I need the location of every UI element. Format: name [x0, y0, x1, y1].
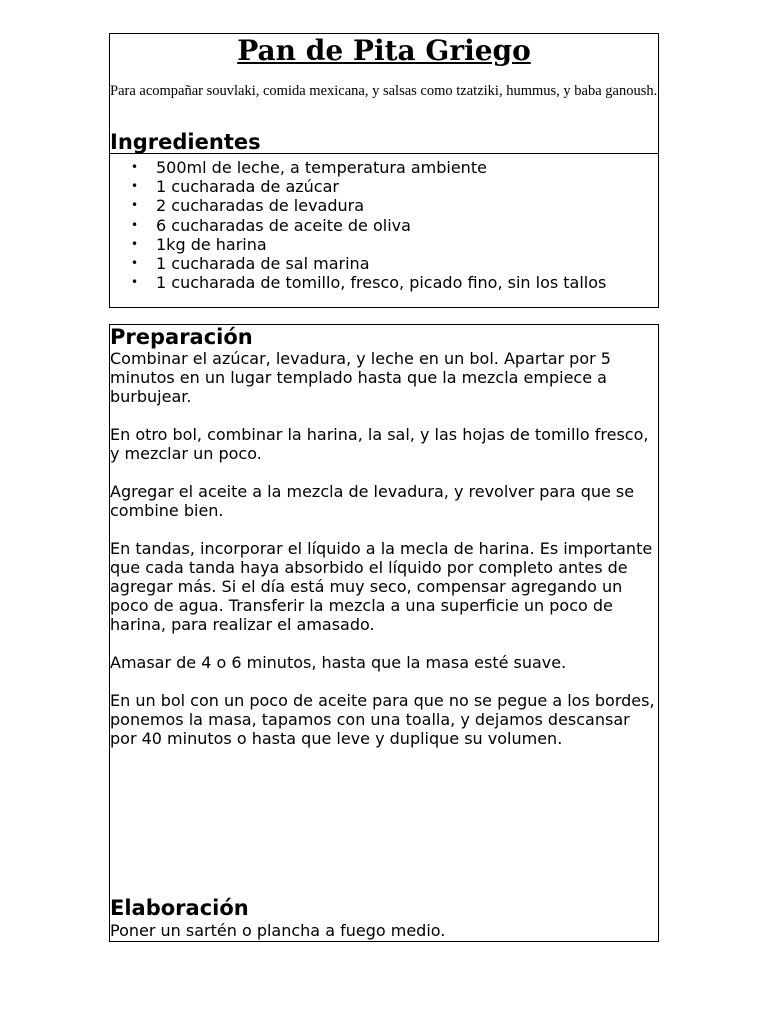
preparacion-paragraph: Amasar de 4 o 6 minutos, hasta que la masa esté suave. [110, 653, 567, 672]
ingredients-list [110, 154, 658, 292]
elaboracion-text: Poner un sartén o plancha a fuego medio. [110, 921, 446, 940]
bullet-icon: • [131, 179, 139, 194]
bullet-icon: • [131, 217, 139, 232]
preparacion-paragraph: Combinar el azúcar, levadura, y leche en un bol. Apartar por 5 minutos en un lugar templado hasta que la mezcla empiece a burbujear. [110, 349, 611, 406]
ingredient-item: • 1kg de harina [131, 234, 267, 254]
recipe-steps-box [109, 324, 659, 942]
preparacion-paragraph: En un bol con un poco de aceite para que no se pegue a los bordes, ponemos la masa, tapamos con una toalla, y dejamos descansar por 40 minutos o hasta que leve y duplique su volumen. [110, 691, 655, 748]
bullet-icon: • [131, 275, 139, 290]
ingredient-item: • 1 cucharada de tomillo, fresco, picado fino, sin los tallos [131, 273, 607, 293]
preparacion-paragraph: Agregar el aceite a la mezcla de levadura, y revolver para que se combine bien. [110, 482, 635, 520]
recipe-header-box [109, 33, 659, 308]
preparacion-paragraph: En tandas, incorporar el líquido a la mecla de harina. Es importante que cada tanda haya absorbido el líquido por completo antes de agregar más. Si el día está muy seco, compensar agregando un poco de agua. Transferir la mezcla a una superficie un poco de harina, para realizar el amasado. [110, 539, 653, 634]
ingredient-item: • 1 cucharada de sal marina [131, 254, 370, 274]
ingredient-item: • 500ml de leche, a temperatura ambiente [131, 158, 487, 177]
preparacion-steps [110, 349, 658, 748]
ingredient-item: • 6 cucharadas de aceite de oliva [131, 215, 411, 235]
bullet-icon: • [131, 160, 139, 174]
bullet-icon: • [131, 198, 139, 213]
preparacion-paragraph: En otro bol, combinar la harina, la sal, y las hojas de tomillo fresco, y mezclar un poco. [110, 425, 649, 463]
ingredient-item: • 1 cucharada de azúcar [131, 177, 339, 197]
bullet-icon: • [131, 236, 139, 251]
preparacion-heading: Preparación [110, 325, 253, 349]
ingredients-heading: Ingredientes [110, 127, 658, 154]
elaboracion-heading: Elaboración [110, 896, 249, 920]
ingredient-item: • 2 cucharadas de levadura [131, 196, 365, 216]
recipe-intro: Para acompañar souvlaki, comida mexicana, y salsas como tzatziki, hummus, y baba ganoush. [110, 83, 658, 99]
recipe-title: Pan de Pita Griego [237, 34, 531, 67]
bullet-icon: • [131, 256, 139, 271]
